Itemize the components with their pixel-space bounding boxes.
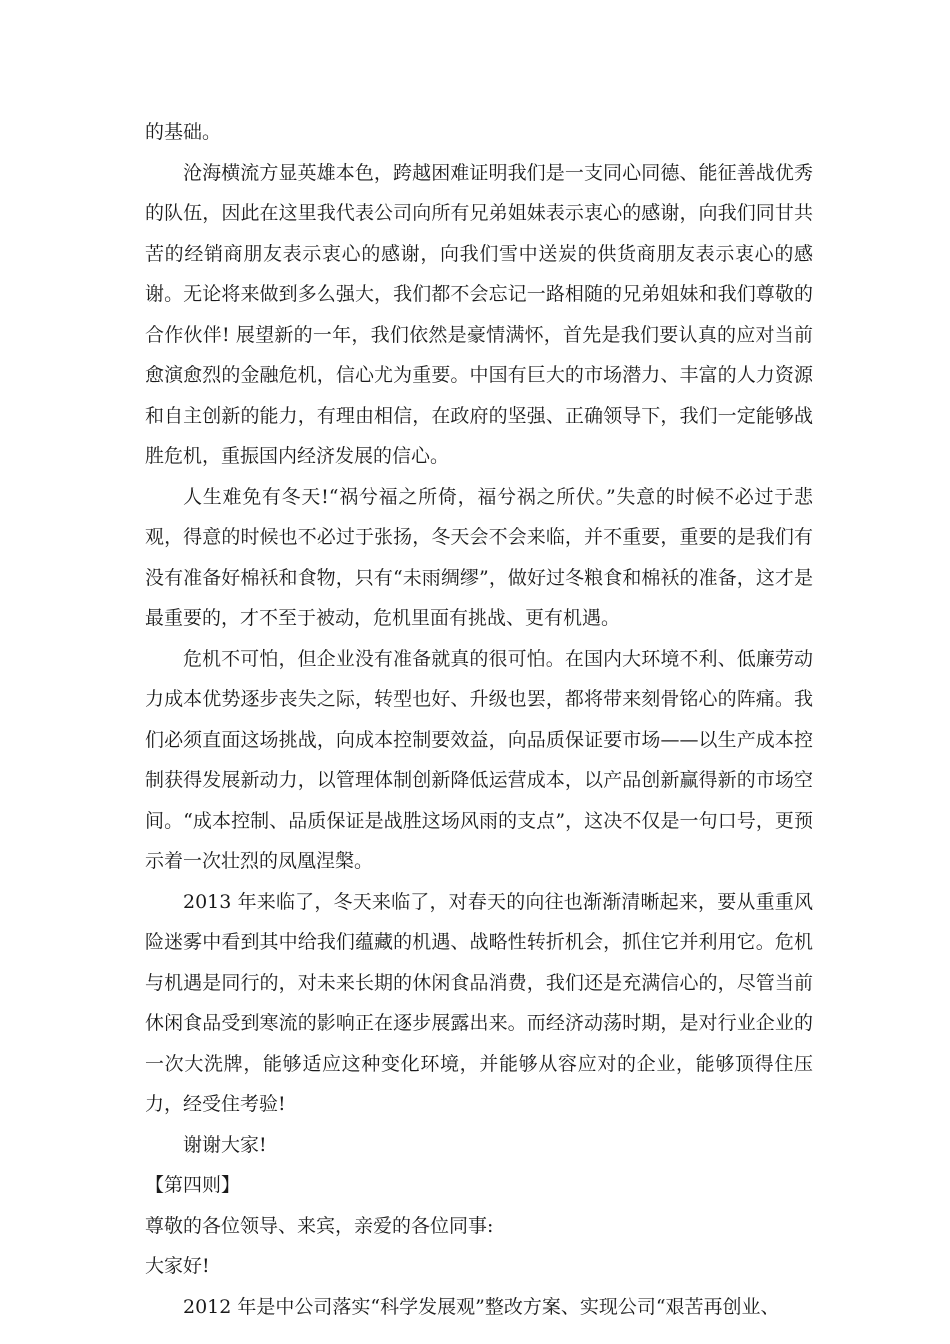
paragraph-winter: 人生难免有冬天!“祸兮福之所倚，福兮祸之所伏。”失意的时候不必过于悲观，得意的时候也不必过于张扬，冬天会不会来临，并不重要，重要的是我们有没有准备好棉袄和食物，只有“未雨绸缪”，做好过冬粮食和棉袄的准备，这才是最重要的，才不至于被动，危机里面有挑战、更有机遇。 [145,485,813,629]
paragraph-continuation: 的基础。 [145,121,222,143]
paragraph-gratitude: 沧海横流方显英雄本色，跨越困难证明我们是一支同心同德、能征善战优秀的队伍，因此在这里我代表公司向所有兄弟姐妹表示衷心的感谢，向我们同甘共苦的经销商朋友表示衷心的感谢，向我们雪中送炭的供货商朋友表示衷心的感谢。无论将来做到多么强大，我们都不会忘记一路相随的兄弟姐妹和我们尊敬的合作伙伴! 展望新的一年，我们依然是豪情满怀，首先是我们要认真的应对当前愈演愈烈的金融危机，信心尤为重要。中国有巨大的市场潜力、丰富的人力资源和自主创新的能力，有理由相信，在政府的坚强、正确领导下，我们一定能够战胜危机，重振国内经济发展的信心。 [145,161,813,467]
paragraph-2012: 2012 年是中公司落实“科学发展观”整改方案、实现公司“艰苦再创业、 [183,1295,780,1318]
section-heading: 【第四则】 [145,1174,241,1196]
document-body [145,112,813,1327]
paragraph-2013: 2013 年来临了，冬天来临了，对春天的向往也渐渐清晰起来，要从重重风险迷雾中看到其中给我们蕴藏的机遇、战略性转折机会，抓住它并利用它。危机与机遇是同行的，对未来长期的休闲食品消费，我们还是充满信心的，尽管当前休闲食品受到寒流的影响正在逐步展露出来。而经济动荡时期，是对行业企业的一次大洗牌，能够适应这种变化环境，并能够从容应对的企业，能够顶得住压力，经受住考验! [145,890,813,1115]
salutation: 尊敬的各位领导、来宾，亲爱的各位同事: [145,1214,494,1237]
paragraph-thanks: 谢谢大家! [183,1133,267,1156]
greeting: 大家好! [145,1255,210,1277]
paragraph-crisis: 危机不可怕，但企业没有准备就真的很可怕。在国内大环境不利、低廉劳动力成本优势逐步丧失之际，转型也好、升级也罢，都将带来刻骨铭心的阵痛。我们必须直面这场挑战，向成本控制要效益，向品质保证要市场——以生产成本控制获得发展新动力，以管理体制创新降低运营成本，以产品创新赢得新的市场空间。“成本控制、品质保证是战胜这场风雨的支点”，这决不仅是一句口号，更预示着一次壮烈的凤凰涅槃。 [145,647,813,872]
